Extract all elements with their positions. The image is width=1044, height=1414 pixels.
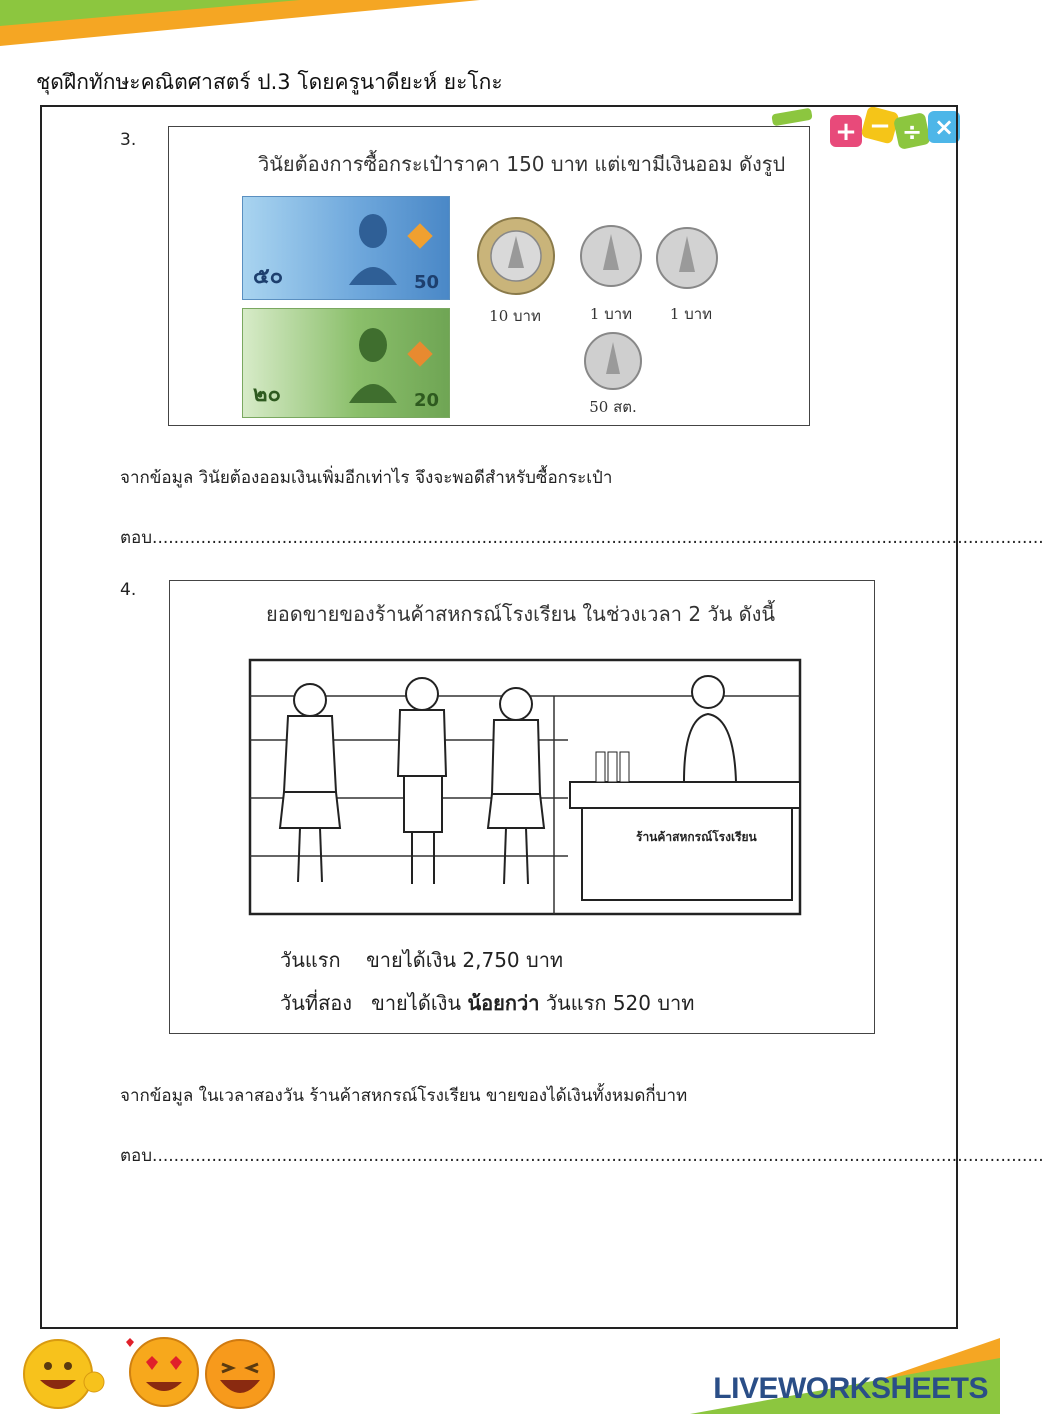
coin-10-baht-icon xyxy=(472,218,560,298)
day1-sales xyxy=(280,944,563,976)
day2-prefix: ขายได้เงิน xyxy=(371,991,462,1015)
q4-answer-line[interactable]: ตอบ..................................................................................................................................................................... xyxy=(120,1146,1044,1166)
day2-bold-less-than: น้อยกว่า xyxy=(467,991,540,1015)
portrait-icon xyxy=(343,205,403,285)
question-number-4: 4. xyxy=(120,580,137,600)
coin-label-10-baht: 10 บาท xyxy=(489,307,541,325)
q4-box-title: ยอดขายของร้านค้าสหกรณ์โรงเรียน ในช่วงเวลา 2 วัน ดังนี้ xyxy=(266,602,776,626)
portrait-icon xyxy=(343,319,403,403)
banknote-20-thai-numeral: ๒๐ xyxy=(253,381,281,407)
q3-question-text: จากข้อมูล วินัยต้องออมเงินเพิ่มอีกเท่าไร จึงจะพอดีสำหรับซื้อกระเป๋า xyxy=(120,468,613,488)
school-shop-illustration xyxy=(248,656,804,918)
day2-label: วันที่สอง xyxy=(280,991,353,1015)
coin-label-1-baht: 1 บาท xyxy=(669,305,713,323)
liveworksheets-logo[interactable]: LIVEWORKSHEETS xyxy=(713,1372,988,1405)
coin-1-baht-icon xyxy=(580,222,642,292)
svg-text:+: + xyxy=(835,117,857,147)
top-decoration xyxy=(0,0,1000,48)
coin-label-1-baht: 1 บาท xyxy=(589,305,633,323)
day1-text: ขายได้เงิน 2,750 บาท xyxy=(366,948,564,972)
day1-label: วันแรก xyxy=(280,948,341,972)
day2-suffix: วันแรก 520 บาท xyxy=(545,991,695,1015)
coin-label-50-satang: 50 สต. xyxy=(589,398,637,416)
banknote-50-thai-numeral: ๕๐ xyxy=(253,263,284,289)
emoji-decoration-icon xyxy=(18,1334,268,1410)
shop-sign: ร้านค้าสหกรณ์โรงเรียน xyxy=(636,830,757,844)
svg-text:÷: ÷ xyxy=(901,118,923,146)
page-title: ชุดฝึกทักษะคณิตศาสตร์ ป.3 โดยครูนาดียะห์ ยะโกะ xyxy=(36,70,503,94)
banknote-20-emblem-icon xyxy=(407,341,432,366)
banknote-50-emblem-icon xyxy=(407,223,432,248)
coin-1-baht-icon xyxy=(656,226,718,292)
coin-50-satang-icon xyxy=(584,330,642,392)
q3-box-title: วินัยต้องการซื้อกระเป๋าราคา 150 บาท แต่เขามีเงินออม ดังรูป xyxy=(258,152,786,176)
q4-question-text: จากข้อมูล ในเวลาสองวัน ร้านค้าสหกรณ์โรงเรียน ขายของได้เงินทั้งหมดกี่บาท xyxy=(120,1086,688,1106)
banknote-20 xyxy=(242,308,450,418)
svg-text:×: × xyxy=(933,113,955,141)
svg-text:−: − xyxy=(869,111,891,141)
banknote-20-value: 20 xyxy=(413,390,439,411)
banknote-50 xyxy=(242,196,450,300)
question-number-3: 3. xyxy=(120,130,137,150)
banknote-50-value: 50 xyxy=(413,272,439,293)
day2-sales xyxy=(280,987,694,1019)
q3-answer-line[interactable]: ตอบ..................................................................................................................................................................... xyxy=(120,528,1044,548)
